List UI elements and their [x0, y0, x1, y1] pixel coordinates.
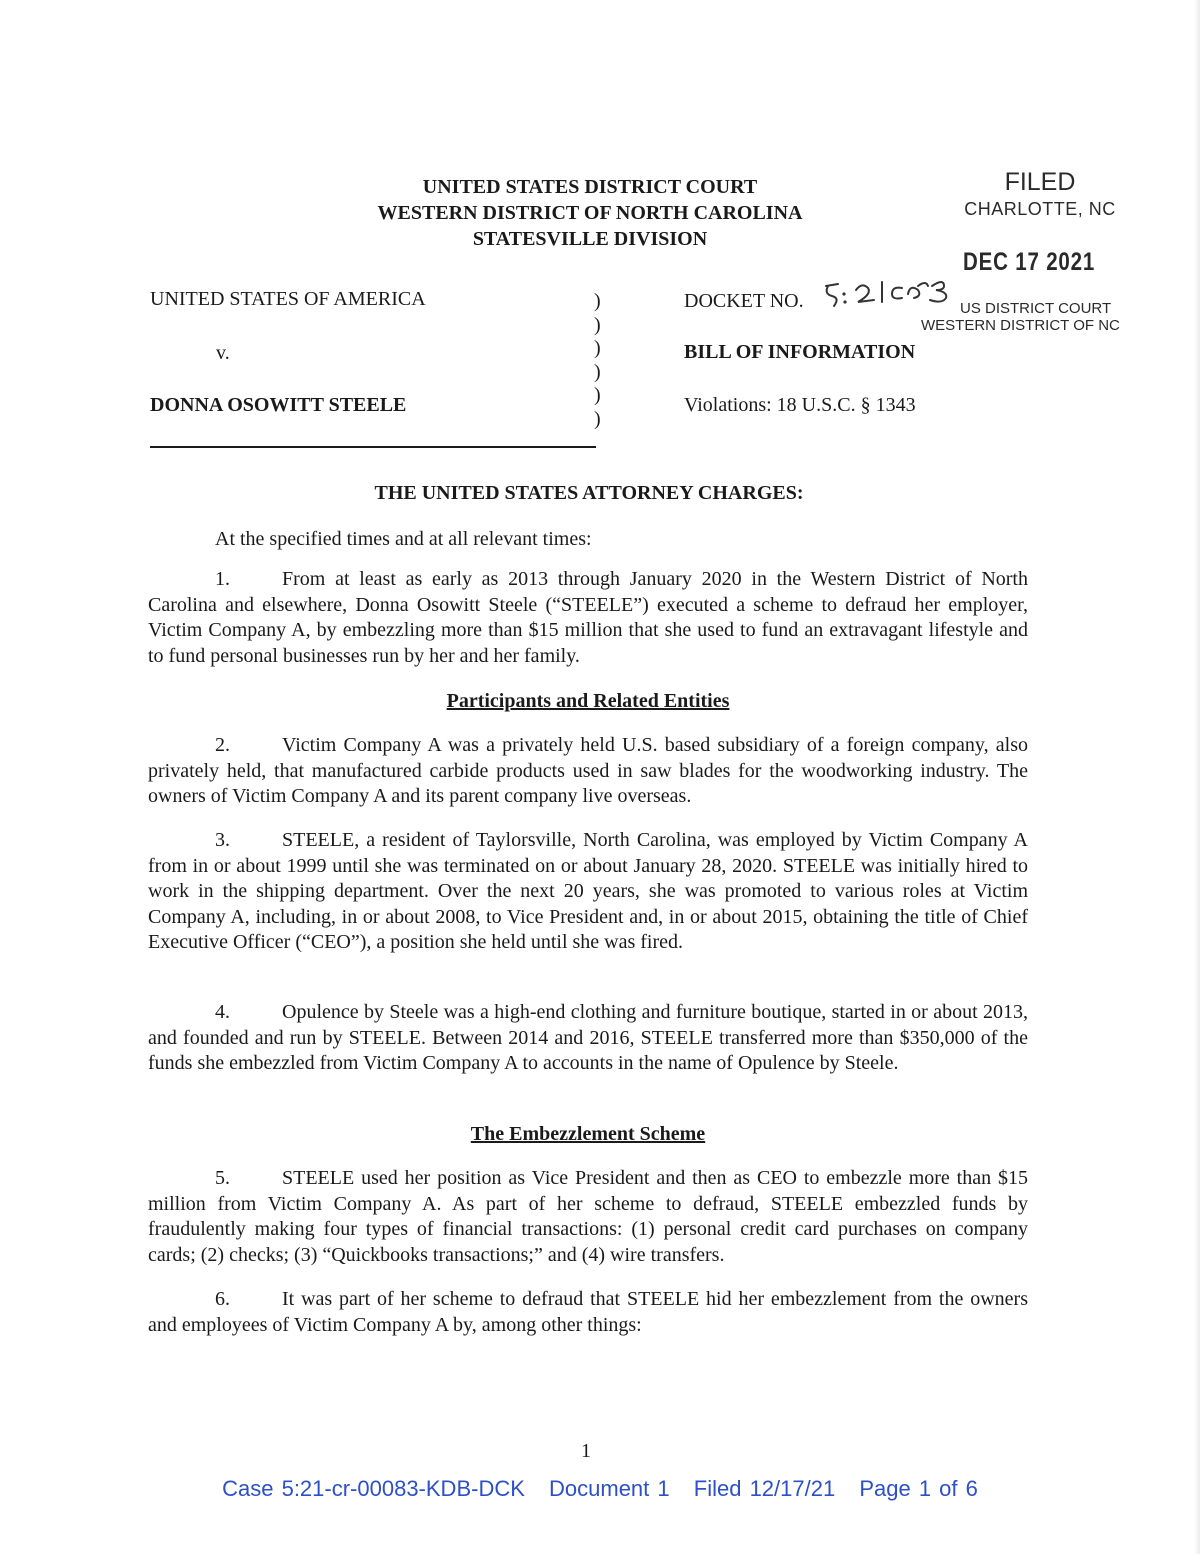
- stamp-city: CHARLOTTE, NC: [964, 199, 1116, 219]
- paragraph-4: [148, 1000, 1028, 1077]
- paragraph-2: [148, 733, 1028, 810]
- paragraph-number: 6.: [215, 1288, 230, 1310]
- caption-plaintiff: UNITED STATES OF AMERICA: [150, 288, 426, 310]
- court-heading: [290, 174, 890, 252]
- paren: ): [594, 384, 601, 406]
- violations: Violations: 18 U.S.C. § 1343: [684, 394, 916, 416]
- ecf-footer: [0, 1476, 1200, 1502]
- paragraph-3: [148, 828, 1028, 956]
- footer-page: Page 1 of 6: [859, 1476, 978, 1501]
- paragraph-number: 4.: [215, 1001, 230, 1023]
- paren: ): [594, 360, 601, 383]
- paragraph-1: [148, 567, 1028, 669]
- footer-case: Case 5:21-cr-00083-KDB-DCK: [222, 1476, 525, 1501]
- paren: ): [594, 313, 601, 336]
- paren: ): [594, 407, 601, 430]
- footer-document: Document 1: [549, 1476, 670, 1501]
- paragraph-text: From at least as early as 2013 through January 2020 in the Western District of North Carolina and elsewhere, Donna Osowitt Steele (“STEELE”) executed a scheme to defraud her employer, Victim Company A, by embezzling more than $15 million that she used to fund an extravagant lifestyle and to fund personal businesses run by her and her family.: [148, 568, 1028, 667]
- section-heading-participants: Participants and Related Entities: [446, 690, 730, 712]
- paragraph-text: Victim Company A was a privately held U.S. based subsidiary of a foreign company, also privately held, that manufactured carbide products used in saw blades for the woodworking industry. The owners of Victim Company A and its parent company live overseas.: [148, 734, 1028, 807]
- paragraph-text: STEELE, a resident of Taylorsville, North Carolina, was employed by Victim Company A from in or about 1999 until she was terminated on or about January 28, 2020. STEELE was initially hired to work in the shipping department. Over the next 20 years, she was promoted to various roles at Victim Company A, including, in or about 2008, to Vice President and, in or about 2015, obtaining the title of Chief Executive Officer (“CEO”), a position she held until she was fired.: [148, 829, 1028, 953]
- court-name: UNITED STATES DISTRICT COURT: [422, 176, 758, 198]
- paragraph-text: Opulence by Steele was a high-end clothing and furniture boutique, started in or about 2013, and founded and run by STEELE. Between 2014 and 2016, STEELE transferred more than $350,000 of the funds she embezzled from Victim Company A to accounts in the name of Opulence by Steele.: [148, 1001, 1028, 1074]
- section-heading-scheme: The Embezzlement Scheme: [470, 1123, 706, 1145]
- caption-versus: v.: [216, 342, 230, 364]
- stamp-filed: FILED: [1004, 168, 1076, 196]
- intro-text: At the specified times and at all relevant times:: [215, 528, 592, 550]
- document-type: BILL OF INFORMATION: [684, 341, 916, 363]
- caption-rule: [150, 446, 596, 448]
- handwritten-docket-number: [818, 272, 968, 312]
- page-edge-shadow: [1194, 0, 1200, 1554]
- paren: ): [594, 337, 601, 359]
- caption-parens: [594, 290, 608, 431]
- paragraph-text: STEELE used her position as Vice President and then as CEO to embezzle more than $15 million from Victim Company A. As part of her scheme to defraud, STEELE embezzled funds by fraudulently making four types of financial transactions: (1) personal credit card purchases on company cards; (2) checks; (3) “Quickbooks transactions;” and (4) wire transfers.: [148, 1167, 1028, 1266]
- court-division: STATESVILLE DIVISION: [472, 228, 708, 250]
- stamp-district: WESTERN DISTRICT OF NC: [921, 317, 1120, 334]
- paragraph-number: 2.: [215, 734, 230, 756]
- paragraph-number: 3.: [215, 829, 230, 851]
- page-number: 1: [581, 1440, 591, 1462]
- paragraph-number: 5.: [215, 1167, 230, 1189]
- paragraph-number: 1.: [215, 568, 230, 590]
- footer-filed: Filed 12/17/21: [693, 1476, 836, 1501]
- stamp-date: DEC 17 2021: [963, 248, 1096, 276]
- paragraph-6: [148, 1287, 1028, 1338]
- stamp-court: US DISTRICT COURT: [960, 300, 1112, 317]
- court-district: WESTERN DISTRICT OF NORTH CAROLINA: [377, 202, 803, 224]
- charges-heading: THE UNITED STATES ATTORNEY CHARGES:: [374, 482, 804, 504]
- docket-label: DOCKET NO.: [684, 290, 804, 312]
- caption-defendant: DONNA OSOWITT STEELE: [150, 394, 407, 416]
- paragraph-text: It was part of her scheme to defraud that STEELE hid her embezzlement from the owners and employees of Victim Company A by, among other things:: [148, 1288, 1028, 1336]
- paragraph-5: [148, 1166, 1028, 1268]
- paren: ): [594, 290, 601, 312]
